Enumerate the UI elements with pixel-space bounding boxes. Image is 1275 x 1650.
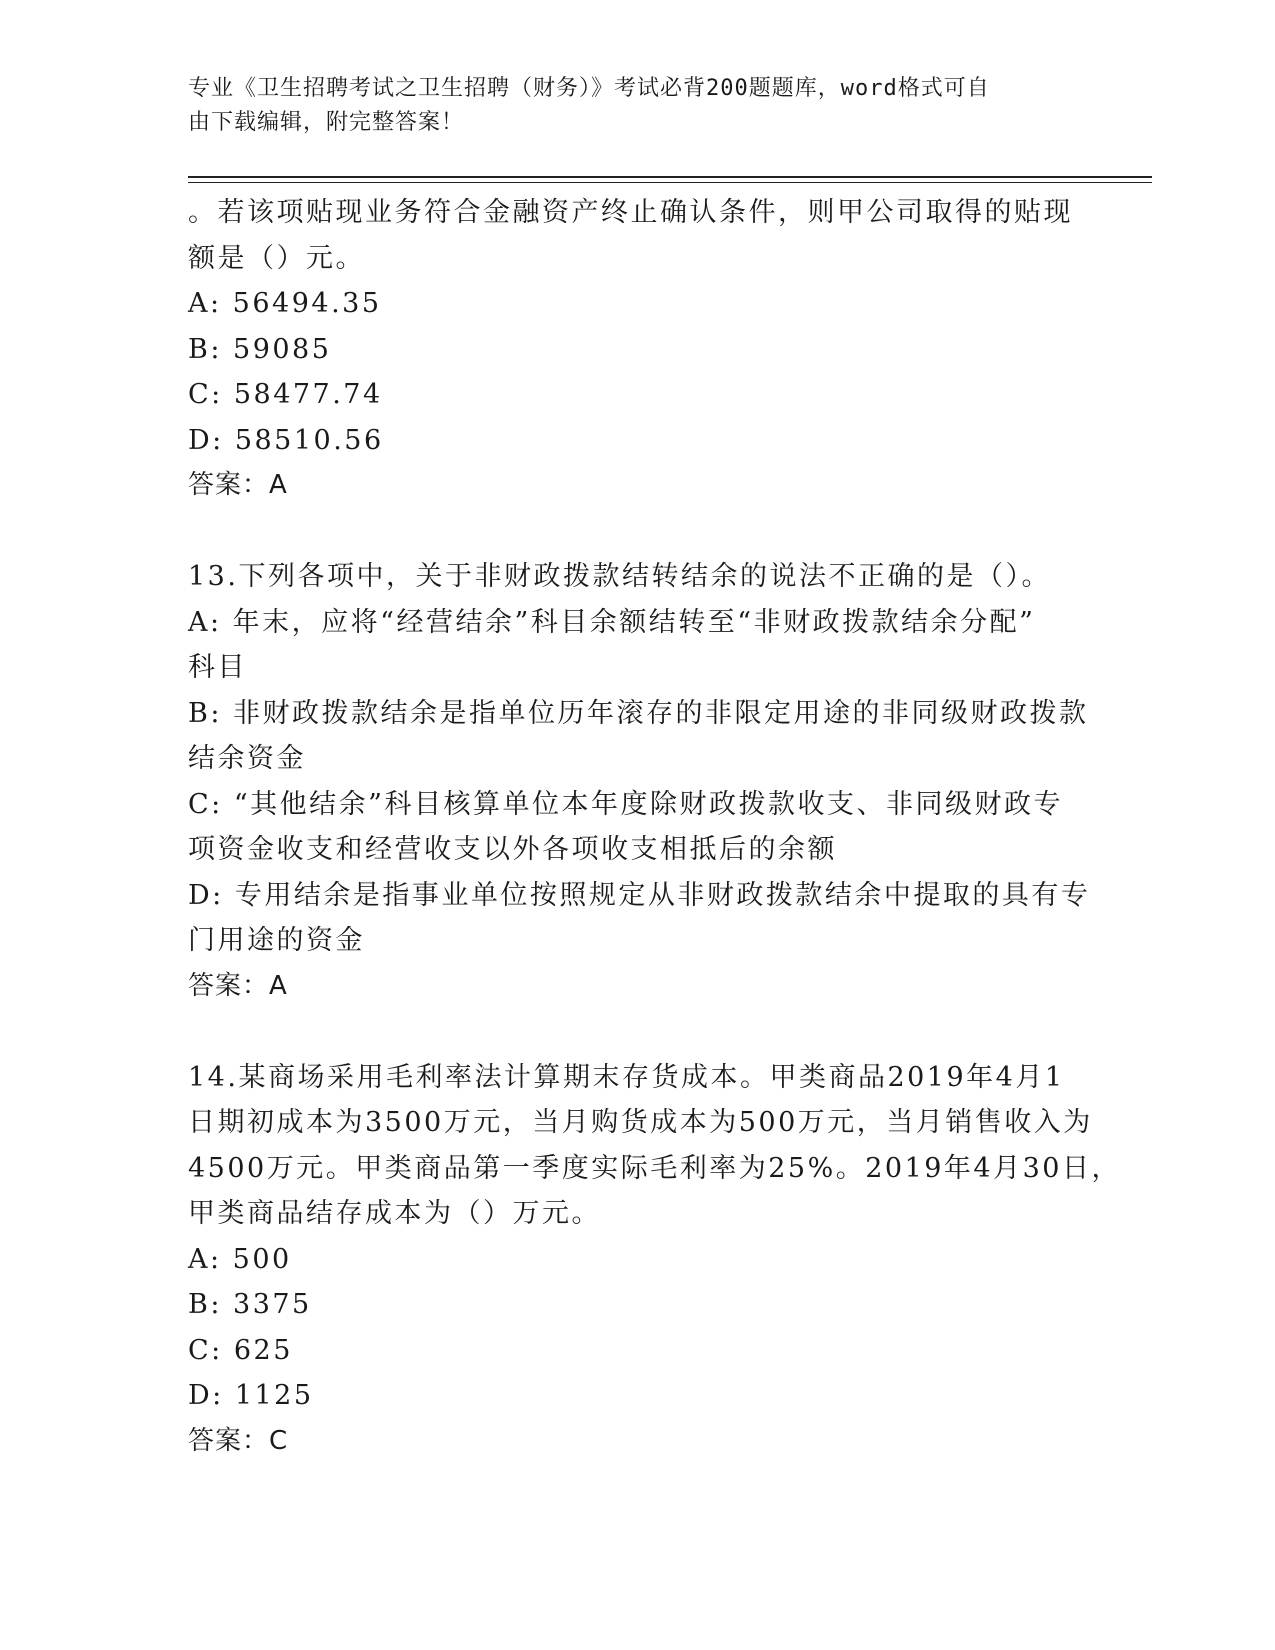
option-b: B: 3375 xyxy=(188,1289,312,1320)
spacer xyxy=(188,509,1078,555)
option-c: C: “其他结余”科目核算单位本年度除财政拨款收支、非同级财政专 xyxy=(188,788,1063,820)
option-d: D: 专用结余是指事业单位按照规定从非财政拨款结余中提取的具有专 xyxy=(188,879,1091,911)
answer-text: 答案：A xyxy=(188,970,288,1001)
document-header xyxy=(188,72,1068,140)
option-a: A: 500 xyxy=(188,1243,292,1275)
question-stem: 14.某商场采用毛利率法计算期末存货成本。甲类商品2019年4月1 xyxy=(188,1061,1065,1093)
header-divider-thin xyxy=(188,182,1152,183)
spacer xyxy=(188,1009,1078,1055)
question-stem: 4500万元。甲类商品第一季度实际毛利率为25%。2019年4月30日， xyxy=(188,1152,1121,1184)
header-title-line: 专业《卫生招聘考试之卫生招聘（财务）》考试必背200题题库，word格式可自 xyxy=(188,76,990,101)
question-stem: 13.下列各项中，关于非财政拨款结转结余的说法不正确的是（）。 xyxy=(188,561,1051,592)
question-content xyxy=(188,190,1121,1464)
question-stem: 甲类商品结存成本为（）万元。 xyxy=(188,1198,601,1229)
question-stem: 。若该项贴现业务符合金融资产终止确认条件，则甲公司取得的贴现 xyxy=(188,197,1073,228)
answer-text: 答案：A xyxy=(188,470,288,500)
option-a: A: 56494.35 xyxy=(188,288,382,319)
question-block-12 xyxy=(188,190,1078,509)
option-a: A: 年末，应将“经营结余”科目余额结转至“非财政拨款结余分配” xyxy=(188,606,1036,638)
option-b: B: 非财政拨款结余是指单位历年滚存的非限定用途的非同级财政拨款 xyxy=(188,697,1089,729)
option-b-cont: 结余资金 xyxy=(188,743,306,774)
question-stem: 日期初成本为3500万元，当月购货成本为500万元，当月销售收入为 xyxy=(188,1107,1093,1138)
option-c: C: 58477.74 xyxy=(188,379,383,410)
option-d: D: 1125 xyxy=(188,1380,314,1411)
option-c: C: 625 xyxy=(188,1334,293,1366)
option-d: D: 58510.56 xyxy=(188,424,384,456)
option-a-cont: 科目 xyxy=(188,652,247,683)
question-block-14 xyxy=(188,1055,1121,1465)
header-title-line: 由下载编辑，附完整答案！ xyxy=(188,110,465,135)
question-block-13 xyxy=(188,554,1091,1009)
question-stem: 额是（）元。 xyxy=(188,242,365,274)
option-d-cont: 门用途的资金 xyxy=(188,925,365,956)
answer-text: 答案：C xyxy=(188,1425,289,1456)
header-divider xyxy=(188,176,1152,178)
option-b: B: 59085 xyxy=(188,333,332,365)
option-c-cont: 项资金收支和经营收支以外各项收支相抵后的余额 xyxy=(188,834,837,865)
